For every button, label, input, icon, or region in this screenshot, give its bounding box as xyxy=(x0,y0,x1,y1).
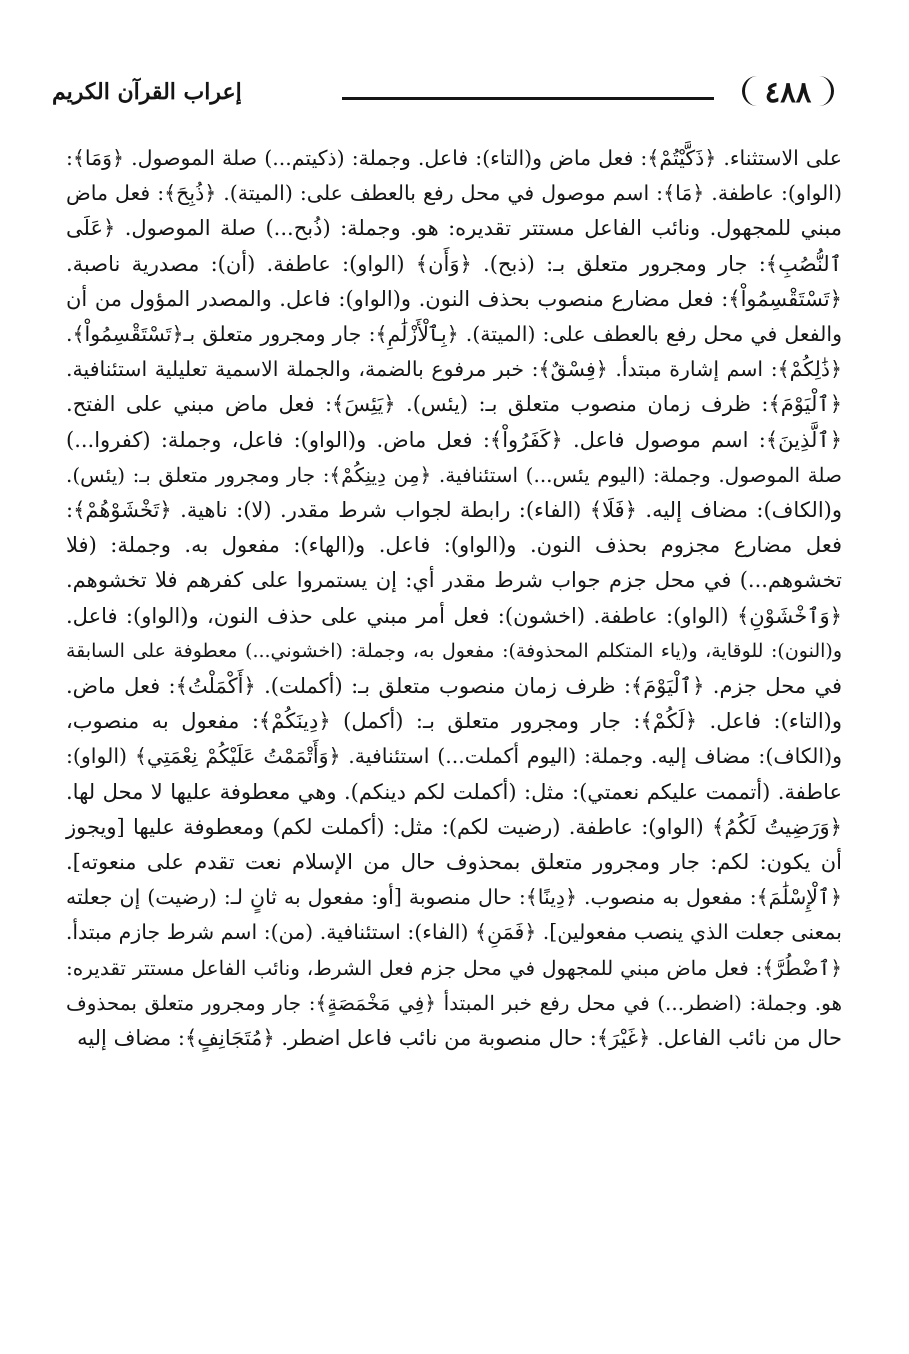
text-line: ﴿وَرَضِيتُ لَكُمُ﴾ (الواو): عاطفة. (رضيت لكم): مثل: (أكملت لكم) ومعطوفة عليها [ويجوز xyxy=(66,814,842,839)
page-header xyxy=(52,64,842,120)
text-line: على الاستثناء. ﴿ذَكَّيْتُمْ﴾: فعل ماض و(التاء): فاعل. وجملة: (ذكيتم...) صلة الموصول. ﴿وَمَا﴾: xyxy=(66,146,842,170)
text-line: صلة الموصول. وجملة: (اليوم يئس...) استئنافية. ﴿مِن دِينِكُمْ﴾: جار ومجرور متعلق بـ: (يئس). xyxy=(66,462,842,487)
page-number: ٤٨٨ xyxy=(734,68,842,116)
text-line: عاطفة. (أتممت عليكم نعمتي): مثل: (أكملت لكم دينكم). وهي معطوفة عليها لا محل لها. xyxy=(66,779,842,804)
text-line: و(التاء): فاعل. ﴿لَكُمْ﴾: جار ومجرور متعلق بـ: (أكمل) ﴿دِينَكُمْ﴾: مفعول به منصوب، xyxy=(66,709,842,734)
text-line: والفعل في محل رفع بالعطف على: (الميتة). ﴿بِٱلْأَزْلَٰمِ﴾: جار ومجرور متعلق بـ﴿تَسْتَقْسِمُواْ﴾. xyxy=(66,322,842,347)
text-line: حال من نائب الفاعل. ﴿غَيْرَ﴾: حال منصوبة من نائب فاعل اضطر. ﴿مُتَجَانِفٍ﴾: مضاف إليه xyxy=(77,1026,842,1051)
text-line: بمعنى جعلت الذي ينصب مفعولين]. ﴿فَمَنِ﴾ (الفاء): استئنافية. (من): اسم شرط جازم مبتدأ. xyxy=(65,920,842,945)
text-line: ﴿ٱلْيَوْمَ﴾: ظرف زمان منصوب متعلق بـ: (يئس). ﴿يَئِسَ﴾: فعل ماض مبني على الفتح. xyxy=(66,392,842,417)
text-line: أن يكون: لكم: جار ومجرور متعلق بمحذوف حال من الإسلام نعت تقدم على منعوته]. xyxy=(66,850,842,875)
text-line: ﴿وَٱخْشَوْنِ﴾ (الواو): عاطفة. (اخشون): فعل أمر مبني على حذف النون، و(الواو): فاعل. xyxy=(66,603,842,628)
text-line: تخشوهم...) في محل جزم جواب شرط مقدر أي: إن يستمروا على كفرهم فلا تخشوهم. xyxy=(66,568,842,593)
body-text xyxy=(66,141,842,1056)
text-line: و(الكاف): مضاف إليه. ﴿فَلَا﴾ (الفاء): رابطة لجواب شرط مقدر. (لا): ناهية. ﴿تَخْشَوْهُمْ﴾: xyxy=(66,498,842,523)
text-line: ﴿ذَٰلِكُمْ﴾: اسم إشارة مبتدأ. ﴿فِسْقٌ﴾: خبر مرفوع بالضمة، والجملة الاسمية تعليلية استئنافية. xyxy=(66,357,842,382)
text-line: (الواو): عاطفة. ﴿مَا﴾: اسم موصول في محل رفع بالعطف على: (الميتة). ﴿ذُبِحَ﴾: فعل ماض xyxy=(66,181,842,206)
text-line: ﴿ٱلْإِسْلَٰمَ﴾: مفعول به منصوب. ﴿دِينًا﴾: حال منصوبة [أو: مفعول به ثانٍ لـ: (رضيت) إن جعلته xyxy=(66,885,842,910)
header-rule xyxy=(342,97,714,100)
text-line: ﴿ٱلَّذِينَ﴾: اسم موصول فاعل. ﴿كَفَرُواْ﴾: فعل ماض. و(الواو): فاعل، وجملة: (كفروا...) xyxy=(66,427,842,452)
book-title: إعراب القرآن الكريم xyxy=(52,79,242,105)
text-line: في محل جزم. ﴿ٱلْيَوْمَ﴾: ظرف زمان منصوب متعلق بـ: (أكملت). ﴿أَكْمَلْتُ﴾: فعل ماض. xyxy=(66,674,842,699)
text-line: هو. وجملة: (اضطر...) في محل رفع خبر المبتدأ ﴿فِي مَخْمَصَةٍ﴾: جار ومجرور متعلق بمحذوف xyxy=(66,990,842,1015)
text-line: ﴿تَسْتَقْسِمُواْ﴾: فعل مضارع منصوب بحذف النون. و(الواو): فاعل. والمصدر المؤول من أن xyxy=(66,286,842,311)
text-line: ﴿ٱضْطُرَّ﴾: فعل ماض مبني للمجهول في محل جزم فعل الشرط، ونائب الفاعل مستتر تقديره: xyxy=(66,955,842,980)
text-line: فعل مضارع مجزوم بحذف النون. و(الواو): فاعل. و(الهاء): مفعول به. وجملة: (فلا xyxy=(66,533,842,558)
text-line: و(النون): للوقاية، و(ياء المتكلم المحذوفة): مفعول به، وجملة: (اخشوني...) معطوفة على السابقة xyxy=(66,639,842,662)
text-line: و(الكاف): مضاف إليه. وجملة: (اليوم أكملت...) استئنافية. ﴿وَأَتْمَمْتُ عَلَيْكُمْ نِعْمَتِي﴾ (الواو): xyxy=(66,744,842,769)
text-line: ٱلنُّصُبِ﴾: جار ومجرور متعلق بـ: (ذبح). ﴿وَأَن﴾ (الواو): عاطفة. (أن): مصدرية ناصبة. xyxy=(66,251,842,276)
text-line: مبني للمجهول. ونائب الفاعل مستتر تقديره: هو. وجملة: (ذُبح...) صلة الموصول. ﴿عَلَى xyxy=(66,216,842,241)
